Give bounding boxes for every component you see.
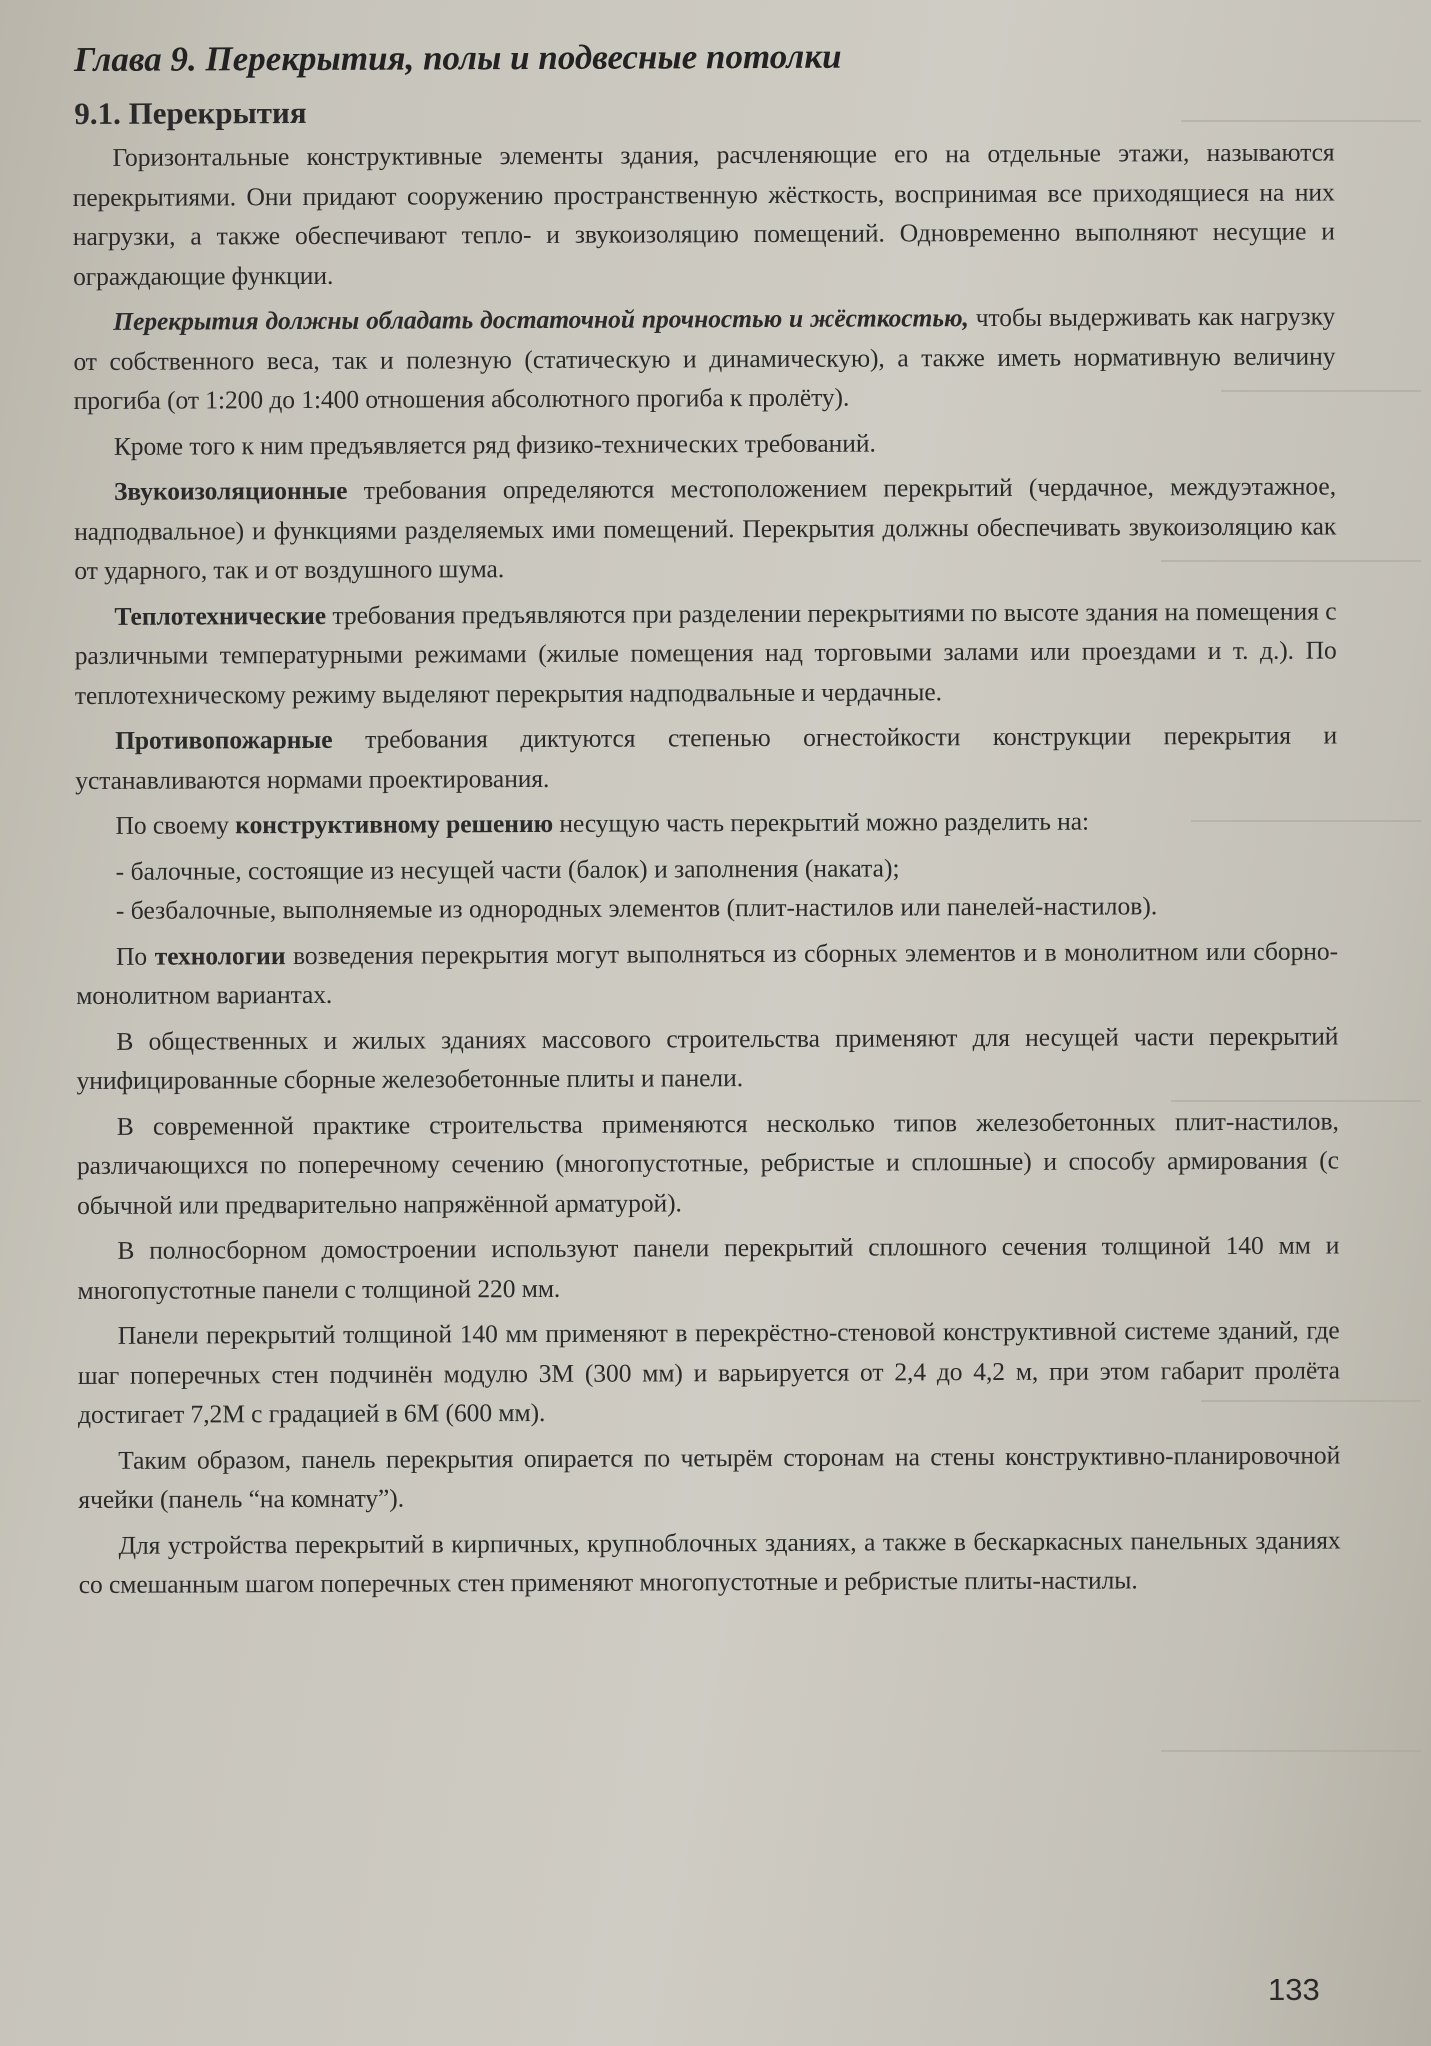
paragraphs-before-list — [72, 132, 1337, 845]
paragraph-text: Кроме того к ним предъявляется ряд физико-технических требований. — [113, 427, 876, 461]
paragraph-text: В общественных и жилых зданиях массового строительства применяют для несущей части перекрытий унифицированные сборные железобетонные плиты и панели. — [76, 1020, 1339, 1095]
paragraph — [77, 1101, 1340, 1225]
paragraph — [76, 1016, 1338, 1101]
paragraph — [77, 1225, 1339, 1310]
page-number: 133 — [1268, 1972, 1320, 2007]
paragraph — [74, 466, 1337, 590]
paragraph-text: По — [115, 941, 155, 971]
list-item: - безбалочные, выполняемые из однородных элементов (плит-настилов или панелей-настилов). — [115, 891, 1158, 925]
paragraph — [72, 132, 1335, 296]
paragraph-text: В полносборном домостроении используют панели перекрытий сплошного сечения толщиной 140 мм и многопустотные панели с толщиной 220 мм. — [77, 1230, 1340, 1305]
paragraph-text: Таким образом, панель перекрытия опирается по четырём сторонам на стены конструктивно-планировочной ячейки (панель “на комнату”). — [78, 1439, 1341, 1514]
paragraph — [74, 591, 1337, 715]
paragraph-text: требования определяются местоположением перекрытий (чердачное, междуэтажное, надподвальное) и функциями разделяемых ими помещений. Перекрытия должны обеспечивать звукоизоляцию как от ударного, так и от воздушного шума. — [74, 471, 1337, 585]
construction-types-list — [76, 846, 1338, 931]
paragraph-text: Панели перекрытий толщиной 140 мм применяют в перекрёстно-стеновой конструктивной системе зданий, где шаг поперечных стен подчинён модулю 3М (300 мм) и варьируется от 2,4 до 4,2 м, при этом габарит пролёта достигает 7,2М с градацией в 6М (600 мм). — [77, 1315, 1340, 1429]
section-title: 9.1. Перекрытия — [74, 94, 307, 131]
paragraph — [73, 296, 1336, 420]
paragraph-text: По своему — [115, 810, 236, 840]
paragraph-text: возведения перекрытия могут выполняться из сборных элементов и в монолитном или сборно-монолитном вариантах. — [76, 935, 1339, 1010]
paragraph-text: Горизонтальные конструктивные элементы здания, расчленяющие его на отдельные этажи, называются перекрытиями. Они придают сооружению пространственную жёсткость, воспринимая все приходящиеся на них нагрузки, а также обеспечивают тепло- и звукоизоляцию помещений. Одновременно выполняют несущие и ограждающие функции. — [72, 137, 1335, 291]
list-item: - балочные, состоящие из несущей части (балок) и заполнения (наката); — [115, 852, 900, 886]
paragraph — [78, 1520, 1340, 1605]
paragraph — [75, 800, 1337, 845]
emphasized-term: Звукоизоляционные — [113, 475, 348, 506]
emphasized-term: технологии — [154, 940, 286, 971]
paragraphs-after-list — [76, 931, 1341, 1605]
page-content — [72, 32, 1341, 1610]
paragraph-text: чтобы выдерживать как нагрузку от собственного веса, так и полезную (статическую и динамическую), а также иметь нормативную величину прогиба (от 1:200 до 1:400 отношения абсолютного прогиба к пролёту). — [73, 301, 1336, 415]
paragraph — [74, 421, 1336, 466]
paragraph-text: требования диктуются степенью огнестойкости конструкции перекрытия и устанавливаются нормами проектирования. — [75, 720, 1338, 795]
chapter-title: Глава 9. Перекрытия, полы и подвесные потолки — [74, 36, 842, 79]
paragraph-text: Для устройства перекрытий в кирпичных, крупноблочных зданиях, а также в бескаркасных панельных зданиях со смешанным шагом поперечных стен применяют многопустотные и ребристые плиты-настилы. — [78, 1524, 1341, 1599]
paragraph — [76, 931, 1338, 1016]
paragraph-text: требования предъявляются при разделении перекрытиями по высоте здания на помещения с различными температурными режимами (жилые помещения над торговыми залами или проездами и т. д.). По теплотехническому режиму выделяют перекрытия надподвальные и чердачные. — [74, 595, 1337, 710]
emphasized-term: Противопожарные — [115, 724, 333, 755]
paragraph — [78, 1310, 1341, 1434]
emphasized-term: Перекрытия должны обладать достаточной прочностью и жёсткостью, — [113, 303, 969, 336]
emphasized-term: конструктивному решению — [235, 808, 554, 840]
paragraph — [78, 1435, 1340, 1520]
paragraph-text: В современной практике строительства применяются несколько типов железобетонных плит-настилов, различающихся по поперечному сечению (многопустотные, ребристые и сплошные) и способу армирования (с обычной или предварительно напряжённой арматурой). — [76, 1105, 1339, 1220]
paragraph — [75, 715, 1337, 800]
emphasized-term: Теплотехнические — [114, 600, 327, 631]
paragraph-text: несущую часть перекрытий можно разделить на: — [552, 806, 1089, 838]
